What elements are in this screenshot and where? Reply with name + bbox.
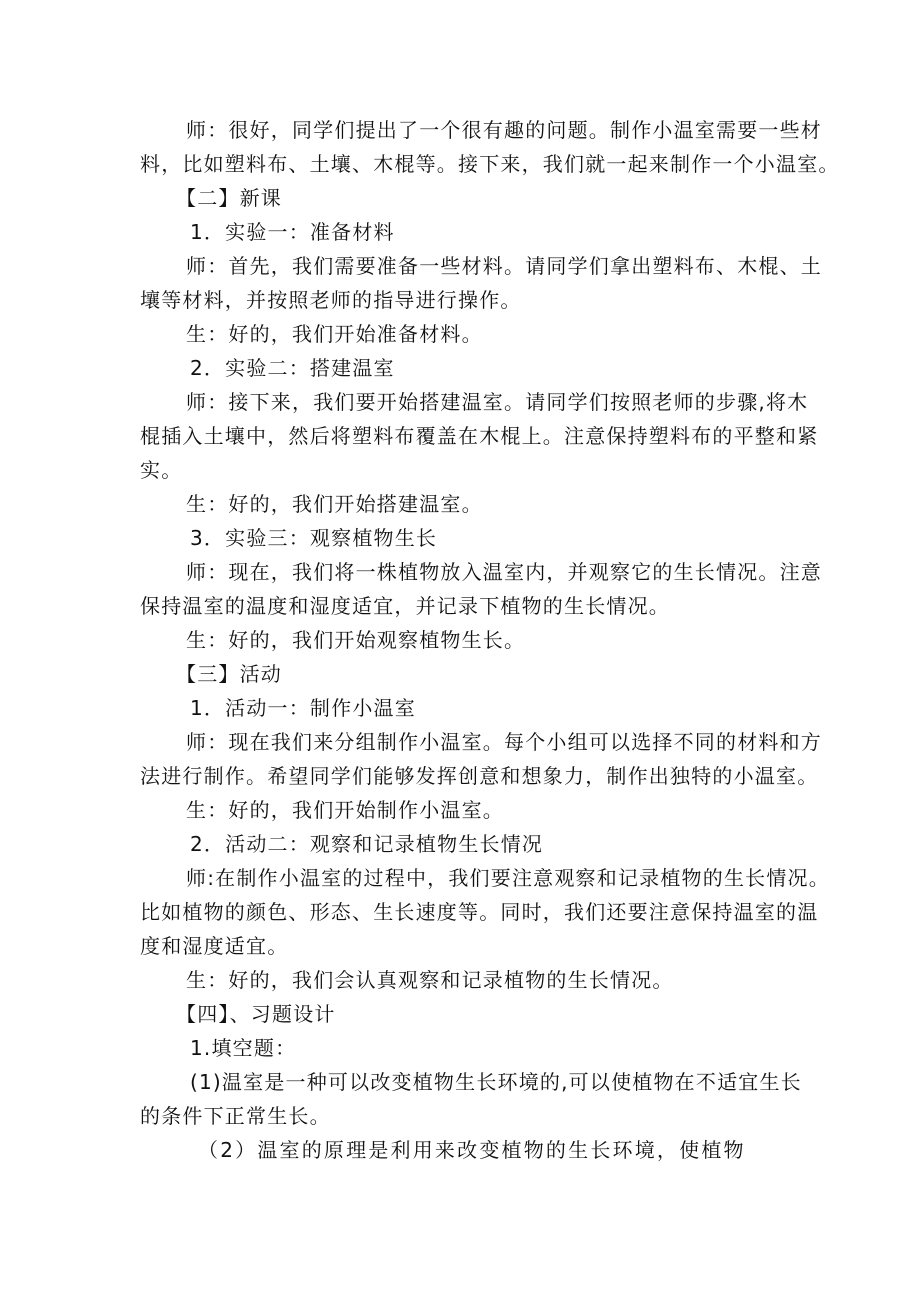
subsection-heading: 1.填空题： [190,1036,297,1060]
paragraph-line: 师：现在我们来分组制作小温室。每个小组可以选择不同的材料和方 [186,730,822,754]
exercise-line: （2）温室的原理是利用来改变植物的生长环境，使植物 [198,1138,746,1162]
subsection-heading: 2．活动二：观察和记录植物生长情况 [190,832,544,856]
paragraph-line: 比如植物的颜色、形态、生长速度等。同时，我们还要注意保持温室的温 [140,900,819,924]
paragraph-line: 壤等材料，并按照老师的指导进行操作。 [140,288,522,312]
subsection-heading: 1．实验一：准备材料 [190,220,395,244]
exercise-line: (1)温室是一种可以改变植物生长环境的,可以使植物在不适宜生长 [190,1070,802,1094]
subsection-heading: 2．实验二：搭建温室 [190,356,395,380]
paragraph-line: 师：很好，同学们提出了一个很有趣的问题。制作小温室需要一些材 [186,118,822,142]
paragraph-line: 料，比如塑料布、土壤、木棍等。接下来，我们就一起来制作一个小温室。 [140,152,840,176]
paragraph-line: 师：现在，我们将一株植物放入温室内，并观察它的生长情况。注意 [186,560,822,584]
paragraph-line: 生：好的，我们开始制作小温室。 [186,798,504,822]
paragraph-line: 保持温室的温度和湿度适宜，并记录下植物的生长情况。 [140,594,670,618]
paragraph-line: 生：好的，我们开始搭建温室。 [186,492,483,516]
paragraph-line: 师：接下来，我们要开始搭建温室。请同学们按照老师的步骤,将木 [186,390,809,414]
paragraph-line: 生：好的，我们会认真观察和记录植物的生长情况。 [186,968,674,992]
paragraph-line: 师:在制作小温室的过程中，我们要注意观察和记录植物的生长情况。 [186,866,830,890]
paragraph-line: 生：好的，我们开始准备材料。 [186,322,483,346]
paragraph-line: 师：首先，我们需要准备一些材料。请同学们拿出塑料布、木棍、土 [186,254,822,278]
section-heading: 【四】、习题设计 [176,1002,336,1026]
subsection-heading: 3．实验三：观察植物生长 [190,526,438,550]
section-heading: 【二】新课 [176,186,282,210]
paragraph-line: 生：好的，我们开始观察植物生长。 [186,628,526,652]
section-heading: 【三】活动 [176,662,282,686]
paragraph-line: 实。 [140,458,183,482]
paragraph-line: 法进行制作。希望同学们能够发挥创意和想象力，制作出独特的小温室。 [140,764,819,788]
subsection-heading: 1．活动一：制作小温室 [190,696,416,720]
exercise-line: 的条件下正常生长。 [140,1104,331,1128]
paragraph-line: 度和湿度适宜。 [140,934,289,958]
paragraph-line: 棍插入土壤中，然后将塑料布覆盖在木棍上。注意保持塑料布的平整和紧 [140,424,819,448]
